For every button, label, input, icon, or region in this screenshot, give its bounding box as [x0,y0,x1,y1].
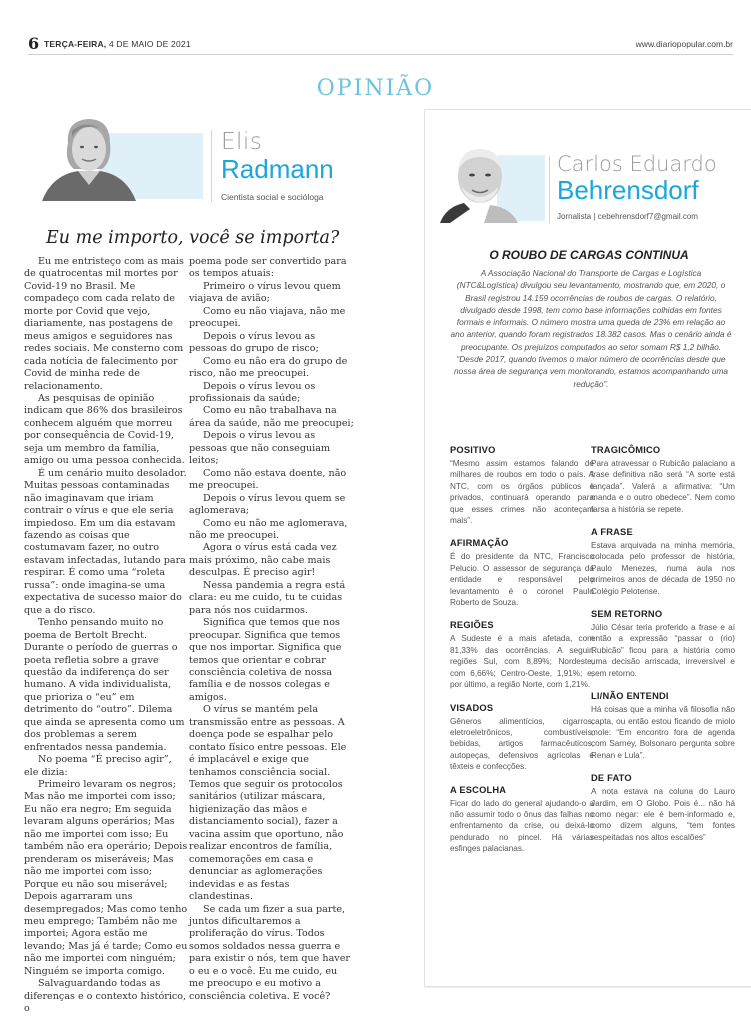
author-role-email: Jornalista | cebehrensdorf7@gmail.com [557,212,698,221]
note-text: Ficar do lado do general ajudando-o a não assumir todo o ônus das falhas no enfrentamento da crise, ou deixá-lo pendurado no pincel. Há várias esfinges palacianas. [450,798,594,854]
note-text: Júlio César teria proferido a frase e aí então a expressão “passar o (rio) Rubicão” ficou para a história como uma decisão arriscada, irreversível e sem retorno. [591,623,735,678]
paragraph: Como eu não viajava, não me preocupei. [189,305,346,330]
paragraph: No poema “É preciso agir”, ele dizia: [24,754,172,778]
note-item [450,703,594,773]
paragraph: Como não estava doente, não me preocupei. [189,467,347,492]
note-title: POSITIVO [450,445,496,455]
article-column-2 [189,256,354,1003]
column-lede: A Associação Nacional do Transporte de Cargas e Logística (NTC&Logística) divulgou seu levantamento, mostrando que, em 2020, o Brasil registrou 14.159 ocorrências de roubos de cargas. O relatório, divulgado desde 1998, tem como base informações colhidas em fontes formais e informais. O número mostra uma queda de 23% em relação ao ano anterior, quando foram registrados 18.382 casos. Mas o cenário ainda é preocupante. Os prejuízos computados ao setor somam R$ 1,2 bilhão. “Desde 2017, quando tivemos o maior número de ocorrências desde que nossa área de segurança vem monitorando, estamos acompanhando uma redução”. [450,268,732,389]
paragraph: Primeiro o vírus levou quem viajava de avião; [189,280,341,305]
note-title: DE FATO [591,773,632,784]
notes-column-1 [450,445,594,867]
note-text: É do presidente da NTC, Francisco Pelucio. O assessor de segurança da entidade e responsável pelo levantamento é o coronel Paulo Roberto de Souza. [450,552,594,608]
paragraph: poema pode ser convertido para os tempos atuais: [189,256,347,280]
paragraph: O vírus se mantém pela transmissão entre as pessoas. A doença pode se espalhar pelo contato físico entre pessoas. Ele é implacável e exige que tenhamos consciência social. Temos que seguir os protocolos sanitários (utilizar máscara, higienização das mãos e distanciamento social), fazer a vacina assim que oportuno, não realizar encontros de família, comemorações em casa e denunciar as aglomerações indevidas e as festas clandestinas. [189,704,347,903]
author-role: Cientista social e socióloga [221,192,324,202]
note-text: Estava arquivada na minha memória, colocada pelo professor de história, Paulo Menezes, numa aula nos primeiros anos de década de 1950 no Colégio Pelotense. [591,541,735,596]
paragraph: Se cada um fizer a sua parte, juntos dificultaremos a proliferação do vírus. Todos somos soldados nessa guerra e para existir o nós, tem que haver o eu e o você. Eu me cuido, eu me preocupo e eu motivo a consciência coletiva. E você? [189,903,350,1002]
note-text: Para atravessar o Rubicão palaciano a frase definitiva não será “A sorte está lançada”. Valerá a afirmativa: “Um manda e o outro obedece”. Nem como farsa a história se repete. [591,459,735,514]
weekday: TERÇA-FEIRA, [44,39,107,49]
note-title: SEM RETORNO [591,609,663,620]
paragraph: Salvaguardando todas as diferenças e o contexto histórico, o [24,978,187,1015]
website-link[interactable]: www.diariopopular.com.br [635,39,733,49]
page-number: 6 [28,34,40,53]
author-photo-elis [38,113,138,201]
note-text: “Mesmo assim estamos falando de milhares de roubos em todo o país. A NTC, com os órgãos públicos e privados, continuará operando para que esses crimes não aconteçam mais”. [450,459,594,526]
author-last-name: Radmann [221,154,334,184]
note-item [450,538,594,608]
page-header [28,34,733,55]
note-title: LI/NÃO ENTENDI [591,691,669,702]
note-title: VISADOS [450,702,494,713]
note-item [450,785,594,855]
note-item [591,445,735,515]
article-headline: Eu me importo, você se importa? [46,228,340,248]
paragraph: Tenho pensando muito no poema de Bertolt Brecht. Durante o período de guerras o poeta refletia sobre a grave questão da indiferença do ser humano. A vida individualista, que prioriza o “eu” em detrimento do “outro”. Dilema que ainda se apresenta como um dos problemas a serem enfrentados nessa pandemia. [24,617,185,753]
author-first-name: Elis [221,129,263,155]
article-column-1 [24,256,189,1016]
note-title: AFIRMAÇÃO [450,538,509,549]
paragraph: Depois o vírus levou os profissionais da saúde; [189,380,316,404]
section-title: OPINIÃO [316,76,435,101]
issue-date [44,39,191,49]
note-title: A FRASE [591,527,633,538]
note-item [591,691,735,761]
note-item [591,527,735,597]
author-photo-carlos [440,143,520,223]
column-headline: O ROUBO DE CARGAS CONTINUA [489,248,689,262]
date-text: 4 DE MAIO DE 2021 [108,39,191,49]
paragraph: Depois o vírus levou quem se aglomerava; [189,492,346,517]
paragraph: Nessa pandemia a regra está clara: eu me cuido, tu te cuidas para nós nos cuidarmos. [189,579,346,616]
note-title: TRAGICÔMICO [591,445,661,455]
paragraph: Como eu não me aglomerava, não me preocupei. [189,517,348,541]
poem-quote: Primeiro levaram os negros; Mas não me importei com isso; Eu não era negro; Em seguida levaram alguns operários; Mas não me importei com isso; Eu também não era operário; Depois prenderam os miseráveis; Mas não me importei com isso; Porque eu não sou miserável; Depois agarraram uns desempregados; Mas como tenho meu emprego; Também não me importei; Agora estão me levando; Mas já é tarde; Como eu não me importei com ninguém; Ninguém se importa comigo. [24,779,188,977]
note-title: REGIÕES [450,620,494,631]
author-last-name: Behrensdorf [557,175,699,205]
paragraph: Como eu não trabalhava na área da saúde, não me preocupei; [189,405,354,429]
note-item [450,620,594,690]
paragraph: Depois o vírus levou as pessoas que não conseguiam leitos; [189,430,331,467]
note-text: A Sudeste é a mais afetada, com 81,33% das ocorrências. A seguir: regiões Sul, com 8,89%; Nordeste, com 6,66%; Centro-Oeste, 1,91%; e, por último, a região Norte, com 1,21%. [450,634,594,690]
paragraph: É um cenário muito desolador. Muitas pessoas contaminadas não imaginavam que iriam contrair o vírus e que ele seria impiedoso. Em um dia estavam fazendo as coisas que costumavam fazer, no outro estavam infectadas, lutando para respirar. É como uma “roleta russa”: onde imagina-se uma expectativa de sucesso maior do que a do risco. [24,467,187,616]
note-text: A nota estava na coluna do Lauro Jardim, em O Globo. Pois é... não há como negar: ele é bem-informado e, como dizem alguns, “tem fontes respeitadas nos altos escalões” [591,787,735,842]
note-text: Gêneros alimentícios, cigarros, eletroeletrônicos, combustíveis, bebidas, artigos farmacêuticos, autopeças, defensivos agrícolas e têxteis e confecções. [450,716,594,772]
byline-divider [549,156,550,224]
note-item [450,445,594,526]
paragraph: Eu me entristeço com as mais de quatrocentas mil mortes por Covid-19 no Brasil. Me compadeço com cada relato de morte por Covid que vejo, diariamente, nas postagens de meus amigos e seguidores nas redes sociais. Me consterno com cada notícia de falecimento por Covid de minha rede de relacionamento. [24,256,184,392]
paragraph: Depois o vírus levou as pessoas do grupo de risco; [189,330,319,355]
note-item [591,609,735,679]
paragraph: Como eu não era do grupo de risco, não me preocupei. [189,355,348,380]
byline-divider [211,130,212,202]
note-item [591,773,735,843]
paragraph: As pesquisas de opinião indicam que 86% dos brasileiros conhecem alguém que morreu por consequência de Covid-19, seja um membro da família, amigo ou uma pessoa conhecida. [24,392,185,467]
paragraph: Significa que temos que nos preocupar. Significa que temos que nos importar. Significa que temos que orientar e cobrar consciência coletiva de nossa família e de nossos colegas e amigos. [189,617,342,703]
note-text: Há coisas que a minha vã filosofia não capta, ou então estou ficando de miolo mole: “Em encontro fora de agenda com Sarney, Bolsonaro pergunta sobre Renan e Lula”. [591,705,735,760]
paragraph: Agora o vírus está cada vez mais próximo, não cabe mais desculpas. É preciso agir! [189,542,337,579]
notes-column-2 [591,445,735,855]
author-first-name: Carlos Eduardo [557,152,717,176]
note-title: A ESCOLHA [450,784,507,795]
